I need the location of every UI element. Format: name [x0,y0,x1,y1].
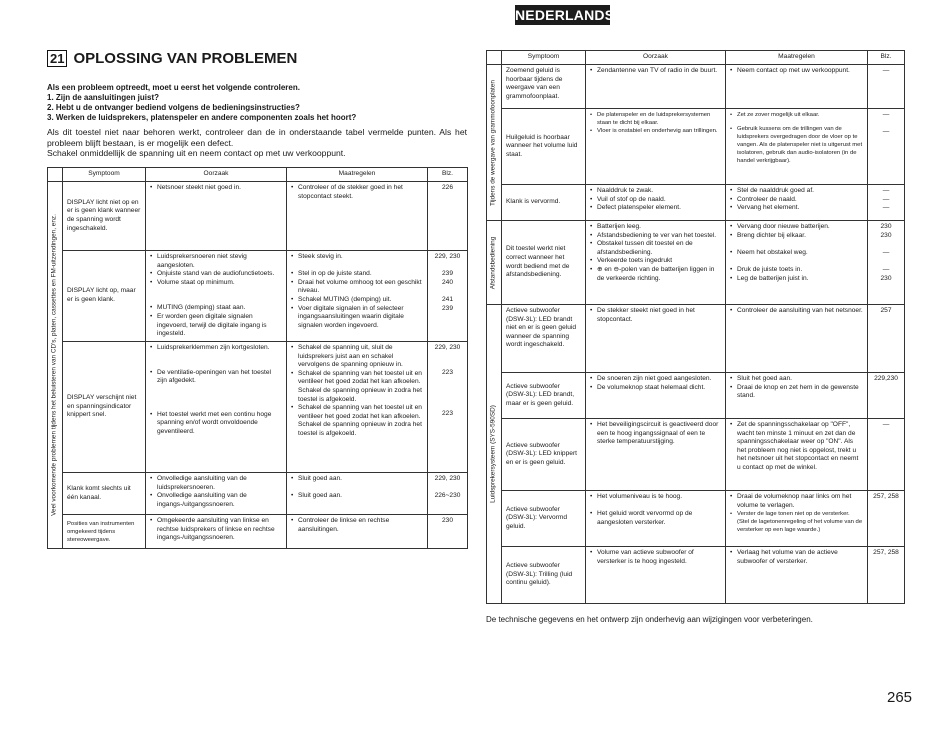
intro-line: 1. Zijn de aansluitingen juist? [47,93,160,102]
remedy-item: • Stel in op de juiste stand. [291,270,423,279]
cause-item: • Verkeerde toets ingedrukt [590,257,721,266]
header-cause: Oorzaak [146,168,287,182]
table-row [48,182,468,251]
symptom-cell: Actieve subwoofer (DSW-3L): Trilling (luid continu geluid). [502,547,586,604]
page-ref: 230 [441,517,453,524]
cause-item: • Het toestel werkt met een continu hoge spanning en/of wordt onvoldoende geventileerd. [150,411,282,437]
cause-cell [146,473,287,515]
header-page: Blz. [428,168,468,182]
cause-item: • Vuil of stof op de naald. [590,196,721,205]
remedy-item: • Steek stevig in. [291,253,423,262]
page-ref: 229, 230 [434,344,461,351]
cause-item: • Het geluid wordt vervormd op de aangesloten versterker. [590,510,721,527]
header-remedy: Maatregelen [287,168,428,182]
page-ref: 239 [441,270,453,278]
remedy-cell [287,342,428,473]
footnote: De technische gegevens en het ontwerp zijn onderhevig aan wijzigingen voor verbeteringen. [486,615,813,624]
symptom-cell: Actieve subwoofer (DSW-3L): LED knippert en er is geen geluid. [502,419,586,491]
page-ref: 257, 258 [873,549,899,556]
remedy-item: • Sluit goed aan. [291,475,423,484]
header-blank [487,51,502,65]
remedy-item: • Draai de knop en zet hem in de gewenste stand. [730,384,863,401]
remedy-item: • Voer digitale signalen in of selecteer ingangsaansluitingen waarin digitale signalen worden ingevoerd. [291,305,423,331]
header-page: Blz. [868,51,905,65]
category-cell [48,182,63,549]
symptom-cell: Zoemend geluid is hoorbaar tijdens de weergave van een grammofoonplaat. [502,65,586,109]
page-ref: 230 [880,231,892,239]
category-label: Tijdens de weergave van grammofoonplaten [489,79,497,206]
table-row [487,305,905,373]
remedy-item: • Schakel de spanning van het toestel uit en ventileer het goed zodat het kan afkoelen. Schakel de spanning opnieuw in zodra het toestel is afgekoeld. [291,404,423,438]
symptom-cell: DISPLAY licht niet op en er is geen klank wanneer de spanning wordt ingeschakeld. [63,182,146,251]
remedy-cell [726,185,868,221]
intro-line: 3. Werken de luidsprekers, platenspeler en andere componenten zoals het hoort? [47,113,357,122]
page-cell [868,419,905,491]
cause-item: • MUTING (demping) staat aan. [150,304,282,313]
page-ref: 241 [441,295,453,303]
cause-item: • De ventilatie-openingen van het toestel zijn afgedekt. [150,369,282,386]
category-label: Luidsprekersysteem (SYS-590SD) [489,405,497,503]
page-ref: 226 [441,184,453,191]
cause-cell [586,109,726,185]
remedy-cell [726,109,868,185]
page-ref: — [882,67,890,74]
page-ref: — [882,204,890,212]
remedy-item: • Gebruik kussens om de trillingen van de luidsprekers overgedragen door de vloer op te vangen. Als de platenspeler niet is uitgerust met isolatoren, gebruik dan audio-isolatoren (in de handel verkrijgbaar). [730,125,863,165]
table-row [487,221,905,305]
page-ref: 239 [441,304,453,312]
intro-line: Als een probleem optreedt, moet u eerst het volgende controleren. [47,83,300,92]
cause-item: • Obstakel tussen dit toestel en de afstandsbediening. [590,240,721,257]
table-row [487,185,905,221]
table-row [48,342,468,473]
page-cell [868,305,905,373]
cause-item: • Volume van actieve subwoofer of versterker is te hoog ingesteld. [590,549,721,566]
remedy-item: • Verster de lage tonen niet op de versterker. (Stel de lagetonenregeling of het volume van de versterker op een lage waarde.) [730,510,863,534]
symptom-cell: Huilgeluid is hoorbaar wanneer het volume luid staat. [502,109,586,185]
page-ref: 240 [441,278,453,286]
table-row [487,547,905,604]
remedy-item: • Verlaag het volume van de actieve subwoofer of versterker. [730,549,863,566]
page-ref: 223 [441,410,453,418]
page-ref: 230 [880,274,892,282]
remedy-item: • Controleer de naald. [730,196,863,205]
category-label: Afstandsbediening [489,236,497,289]
page-ref: 230 [880,223,892,230]
cause-item: • Omgekeerde aansluiting van linkse en rechtse luidsprekers of linkse en rechtse ingangs-/uitgangssnoeren. [150,517,282,543]
page-cell [868,491,905,547]
remedy-item: • Vervang het element. [730,204,863,213]
troubleshooting-table-devices [486,50,905,604]
cause-item: • Er worden geen digitale signalen ingevoerd, terwijl de digitale ingang is ingesteld. [150,313,282,339]
remedy-cell [287,251,428,342]
cause-item: • Het beveiligingscircuit is geactiveerd door een te hoog ingangssignaal of een te sterke temperatuurstijging. [590,421,721,447]
category-cell [487,221,502,305]
cause-item: • Het volumeniveau is te hoog. [590,493,721,502]
page-ref: — [882,421,890,428]
remedy-item: • Neem het obstakel weg. [730,249,863,258]
symptom-cell: Posities van instrumenten omgekeerd tijdens stereoweergave. [63,515,146,549]
cause-item: • Luidsprekersnoeren niet stevig aangesloten. [150,253,282,270]
symptom-cell: DISPLAY licht op, maar er is geen klank. [63,251,146,342]
category-label: Veel voorkomende problemen tijdens het beluisteren van CD's, platen, cassettes en FM-uitzendingen, enz. [50,214,58,516]
page-ref: — [882,128,890,136]
remedy-item: • Sluit goed aan. [291,492,423,501]
page-cell [428,342,468,473]
remedy-cell [726,373,868,419]
cause-item: • De snoeren zijn niet goed aangesloten. [590,375,721,384]
category-cell [487,305,502,604]
table-row [48,473,468,515]
cause-item: • Vloer is onstabiel en onderhevig aan trillingen. [590,127,721,135]
header-blank [48,168,63,182]
header-symptom: Symptoom [502,51,586,65]
table-row [487,419,905,491]
remedy-cell [726,305,868,373]
remedy-item: • Stel de naalddruk goed af. [730,187,863,196]
cause-cell [586,491,726,547]
symptom-cell: Dit toestel werkt niet correct wanneer het wordt bediend met de afstandsbediening. [502,221,586,305]
page-cell [428,251,468,342]
page-cell [868,373,905,419]
page-cell [428,515,468,549]
page-ref: 229,230 [874,375,898,382]
page-cell [428,473,468,515]
intro-paragraph: Als dit toestel niet naar behoren werkt, controleer dan de in onderstaande tabel vermelde punten. Als het probleem blijft bestaan, is er mogelijk een defect. [47,127,467,148]
cause-item: • Zendantenne van TV of radio in de buurt. [590,67,721,76]
section-title [47,50,297,67]
remedy-cell [287,182,428,251]
page-cell [868,221,905,305]
cause-item: • Afstandsbediening te ver van het toestel. [590,232,721,241]
cause-cell [146,515,287,549]
page-ref: 226~230 [434,492,461,500]
cause-item: • De volumeknop staat helemaal dicht. [590,384,721,393]
table-row [487,491,905,547]
remedy-item: • Draai de volumeknop naar links om het volume te verlagen. [730,493,863,510]
cause-item: • Netsnoer steekt niet goed in. [150,184,282,193]
cause-cell [586,373,726,419]
remedy-cell [726,491,868,547]
remedy-item: • Sluit het goed aan. [730,375,863,384]
page-cell [868,547,905,604]
cause-item: • Naalddruk te zwak. [590,187,721,196]
remedy-item: • Controleer de linkse en rechtse aansluitingen. [291,517,423,534]
page-cell [428,182,468,251]
cause-cell [146,182,287,251]
section-title-text: OPLOSSING VAN PROBLEMEN [73,50,298,67]
cause-item: • Onvolledige aansluiting van de luidsprekersnoeren. [150,475,282,492]
cause-item: • Batterijen leeg. [590,223,721,232]
language-tab: NEDERLANDS [515,7,615,23]
troubleshooting-table-general [47,167,468,549]
cause-item: • De stekker steekt niet goed in het stopcontact. [590,307,721,324]
table-row [48,515,468,549]
intro-paragraphs [47,127,467,159]
cause-cell [146,342,287,473]
cause-cell [586,221,726,305]
page-ref: — [882,195,890,203]
table-row [487,373,905,419]
cause-cell [586,547,726,604]
cause-item: • Onjuiste stand van de audiofunctietoets. [150,270,282,279]
page-ref: — [882,111,890,118]
remedy-item: • Schakel de spanning van het toestel uit en ventileer het goed zodat het kan afkoelen. Schakel de spanning opnieuw in zodra het toestel is afgekoeld. [291,370,423,404]
cause-item: • ⊕ en ⊖-polen van de batterijen liggen in de verkeerde richting. [590,266,721,283]
symptom-cell: DISPLAY verschijnt niet en spanningsindicator knippert snel. [63,342,146,473]
remedy-item: • Leg de batterijen juist in. [730,275,863,284]
remedy-item: • Draai het volume omhoog tot een geschikt niveau. [291,279,423,296]
cause-item: • Luidsprekerklemmen zijn kortgesloten. [150,344,282,353]
remedy-cell [726,65,868,109]
table-row [487,109,905,185]
remedy-cell [287,515,428,549]
remedy-item: • Breng dichter bij elkaar. [730,232,863,241]
page-ref: 223 [441,368,453,376]
remedy-cell [287,473,428,515]
remedy-cell [726,419,868,491]
page-ref: — [882,187,890,194]
symptom-cell: Actieve subwoofer (DSW-3L): LED brandt niet en er is geen geluid wanneer de spanning wordt ingeschakeld. [502,305,586,373]
section-number: 21 [47,50,67,67]
cause-cell [586,305,726,373]
remedy-item: • Controleer de aansluiting van het netsnoer. [730,307,863,316]
page-ref: — [882,248,890,256]
intro-line: 2. Hebt u de ontvanger bediend volgens de bedieningsinstructies? [47,103,300,112]
remedy-item: • Schakel de spanning uit, sluit de luidsprekers juist aan en schakel vervolgens de spanning opnieuw in. [291,344,423,370]
page-ref: 229, 230 [434,475,461,482]
page-ref: 229, 230 [434,253,461,260]
remedy-item: • Controleer of de stekker goed in het stopcontact steekt. [291,184,423,201]
intro-checklist [47,83,467,123]
cause-item: • Volume staat op minimum. [150,279,282,288]
cause-item: • Onvolledige aansluiting van de ingangs-/uitgangssnoeren. [150,492,282,509]
page-cell [868,109,905,185]
symptom-cell: Klank komt slechts uit één kanaal. [63,473,146,515]
table-header-row [487,51,905,65]
symptom-cell: Klank is vervormd. [502,185,586,221]
cause-cell [586,65,726,109]
remedy-item: • Neem contact op met uw verkooppunt. [730,67,863,76]
remedy-cell [726,221,868,305]
table-row [48,251,468,342]
remedy-item: • Zet ze zover mogelijk uit elkaar. [730,111,863,119]
page-ref: — [882,265,890,273]
cause-item: • Defect platenspeler element. [590,204,721,213]
table-header-row [48,168,468,182]
intro-paragraph: Schakel onmiddellijk de spanning uit en neem contact op met uw verkooppunt. [47,148,346,159]
header-remedy: Maatregelen [726,51,868,65]
page-number: 265 [887,689,913,706]
remedy-item: • Schakel MUTING (demping) uit. [291,296,423,305]
remedy-item: • Druk de juiste toets in. [730,266,863,275]
cause-cell [146,251,287,342]
remedy-cell [726,547,868,604]
cause-item: • De platenspeler en de luidsprekersystemen staan te dicht bij elkaar. [590,111,721,127]
symptom-cell: Actieve subwoofer (DSW-3L): LED brandt, maar er is geen geluid. [502,373,586,419]
remedy-item: • Vervang door nieuwe batterijen. [730,223,863,232]
category-cell [487,65,502,221]
page-cell [868,185,905,221]
cause-cell [586,419,726,491]
page-cell [868,65,905,109]
header-symptom: Symptoom [63,168,146,182]
page-ref: 257, 258 [873,493,899,500]
remedy-item: • Zet de spanningsschakelaar op "OFF", wacht ten minste 1 minuut en zet dan de spanningsschakelaar weer op "ON". Als het probleem nog niet is opgelost, trekt u het netsnoer uit het stopcontact en neemt u contact op met de winkel. [730,421,863,473]
page-ref: 257 [880,307,892,314]
cause-cell [586,185,726,221]
symptom-cell: Actieve subwoofer (DSW-3L): Vervormd geluid. [502,491,586,547]
table-row [487,65,905,109]
header-cause: Oorzaak [586,51,726,65]
